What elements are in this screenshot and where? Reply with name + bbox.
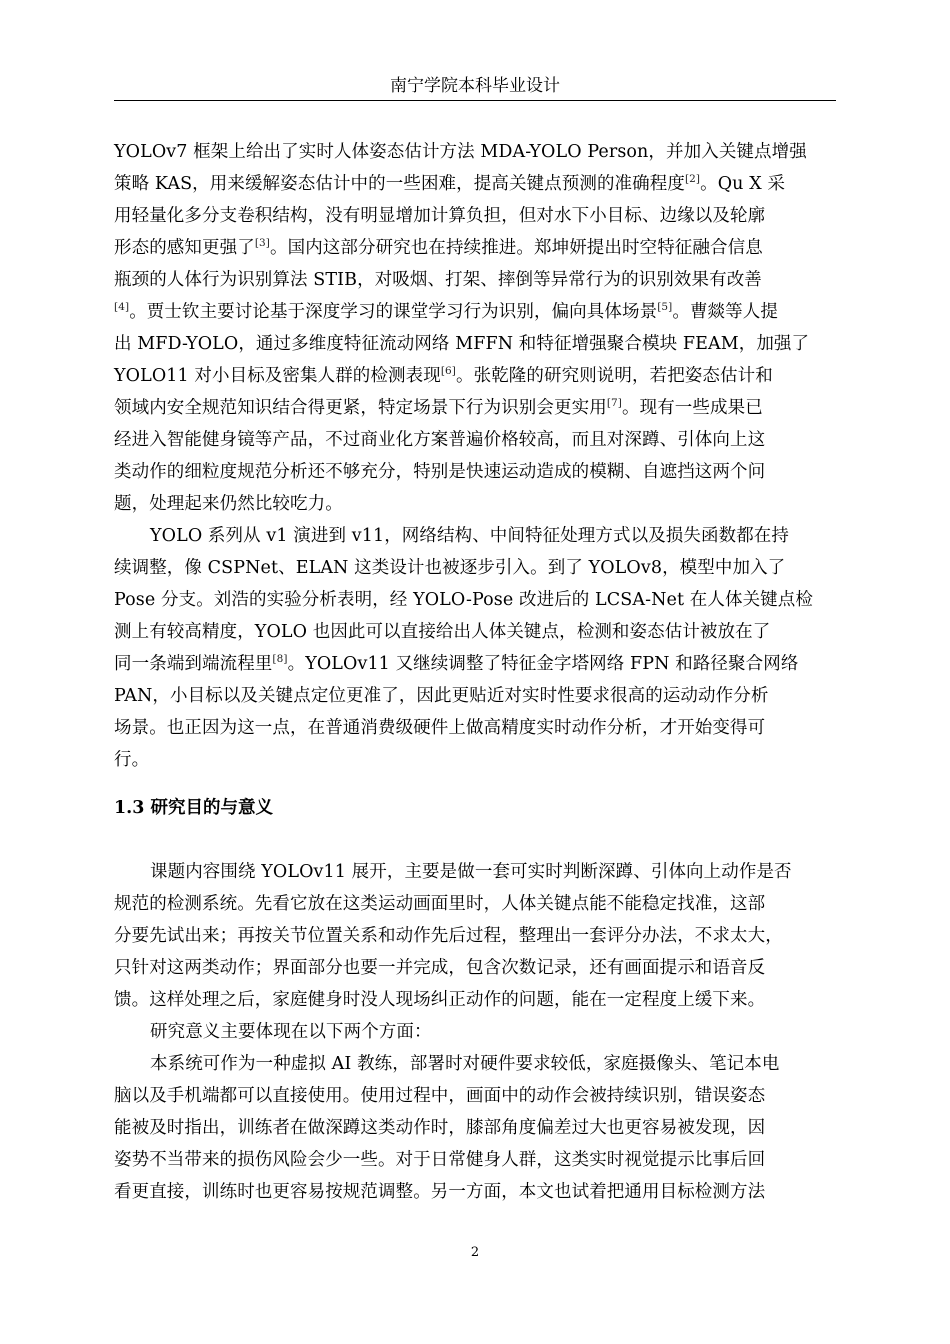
body-line: 出 MFD-YOLO，通过多维度特征流动网络 MFFN 和特征增强聚合模块 FEAM，加强了 bbox=[114, 334, 810, 354]
body-line: 只针对这两类动作；界面部分也要一并完成，包含次数记录，还有画面提示和语音反 bbox=[114, 958, 766, 978]
body-line: Pose 分支。刘浩的实验分析表明，经 YOLO-Pose 改进后的 LCSA-Net 在人体关键点检 bbox=[114, 590, 813, 610]
body-line: 研究意义主要体现在以下两个方面： bbox=[150, 1022, 432, 1042]
body-line: 形态的感知更强了[3]。国内这部分研究也在持续推进。郑坤妍提出时空特征融合信息 bbox=[114, 237, 763, 258]
citation-ref[interactable]: [7] bbox=[606, 397, 622, 409]
body-line: 规范的检测系统。先看它放在这类运动画面里时，人体关键点能不能稳定找准，这部 bbox=[114, 894, 766, 914]
body-line: 类动作的细粒度规范分析还不够充分，特别是快速运动造成的模糊、自遮挡这两个问 bbox=[114, 462, 766, 482]
body-line: 看更直接，训练时也更容易按规范调整。另一方面，本文也试着把通用目标检测方法 bbox=[114, 1182, 766, 1202]
body-line: 测上有较高精度，YOLO 也因此可以直接给出人体关键点，检测和姿态估计被放在了 bbox=[114, 622, 771, 642]
body-line: 场景。也正因为这一点，在普通消费级硬件上做高精度实时动作分析，才开始变得可 bbox=[114, 718, 766, 738]
body-line: 瓶颈的人体行为识别算法 STIB，对吸烟、打架、摔倒等异常行为的识别效果有改善 bbox=[114, 270, 762, 290]
citation-ref[interactable]: [2] bbox=[684, 173, 701, 185]
citation-ref[interactable]: [8] bbox=[272, 653, 288, 665]
body-line: 姿势不当带来的损伤风险会少一些。对于日常健身人群，这类实时视觉提示比事后回 bbox=[114, 1150, 766, 1170]
body-line: 用轻量化多分支卷积结构，没有明显增加计算负担，但对水下小目标、边缘以及轮廓 bbox=[114, 206, 766, 226]
body-line: 领域内安全规范知识结合得更紧，特定场景下行为识别会更实用[7]。现有一些成果已 bbox=[114, 397, 763, 418]
body-line: 题，处理起来仍然比较吃力。 bbox=[114, 494, 343, 514]
body-line: 行。 bbox=[114, 750, 150, 770]
body-line: YOLO 系列从 v1 演进到 v11，网络结构、中间特征处理方式以及损失函数都在持 bbox=[150, 526, 789, 546]
citation-ref[interactable]: [4] bbox=[114, 301, 130, 313]
citation-ref[interactable]: [3] bbox=[254, 237, 270, 249]
body-line: 策略 KAS，用来缓解姿态估计中的一些困难，提高关键点预测的准确程度[2]。Qu X 采 bbox=[114, 173, 786, 194]
body-line: PAN，小目标以及关键点定位更准了，因此更贴近对实时性要求很高的运动动作分析 bbox=[114, 686, 769, 706]
body-line: YOLOv7 框架上给出了实时人体姿态估计方法 MDA-YOLO Person，并加入关键点增强 bbox=[114, 142, 807, 162]
section-heading: 1.3 研究目的与意义 bbox=[114, 798, 274, 818]
page-number: 2 bbox=[470, 1245, 480, 1260]
header-rule bbox=[114, 100, 836, 101]
body-line: 能被及时指出，训练者在做深蹲这类动作时，膝部角度偏差过大也更容易被发现，因 bbox=[114, 1118, 766, 1138]
body-line: 同一条端到端流程里[8]。YOLOv11 又继续调整了特征金字塔网络 FPN 和路径聚合网络 bbox=[114, 653, 799, 674]
body-line: [4]。贾士钦主要讨论基于深度学习的课堂学习行为识别，偏向具体场景[5]。曹燚等人提 bbox=[114, 301, 778, 322]
body-line: 本系统可作为一种虚拟 AI 教练，部署时对硬件要求较低，家庭摄像头、笔记本电 bbox=[150, 1054, 780, 1074]
citation-ref[interactable]: [5] bbox=[657, 301, 673, 313]
body-line: 经进入智能健身镜等产品，不过商业化方案普遍价格较高，而且对深蹲、引体向上这 bbox=[114, 430, 766, 450]
running-header: 南宁学院本科毕业设计 bbox=[390, 76, 560, 96]
body-line: 馈。这样处理之后，家庭健身时没人现场纠正动作的问题，能在一定程度上缓下来。 bbox=[114, 990, 766, 1010]
citation-ref[interactable]: [6] bbox=[440, 365, 456, 377]
body-line: YOLO11 对小目标及密集人群的检测表现[6]。张乾隆的研究则说明，若把姿态估计和 bbox=[114, 365, 773, 386]
body-line: 脑以及手机端都可以直接使用。使用过程中，画面中的动作会被持续识别，错误姿态 bbox=[114, 1086, 766, 1106]
body-line: 续调整，像 CSPNet、ELAN 这类设计也被逐步引入。到了 YOLOv8，模型中加入了 bbox=[114, 558, 786, 578]
body-line: 分要先试出来；再按关节位置关系和动作先后过程，整理出一套评分办法，不求太大， bbox=[114, 926, 783, 946]
body-line: 课题内容围绕 YOLOv11 展开，主要是做一套可实时判断深蹲、引体向上动作是否 bbox=[150, 862, 792, 882]
